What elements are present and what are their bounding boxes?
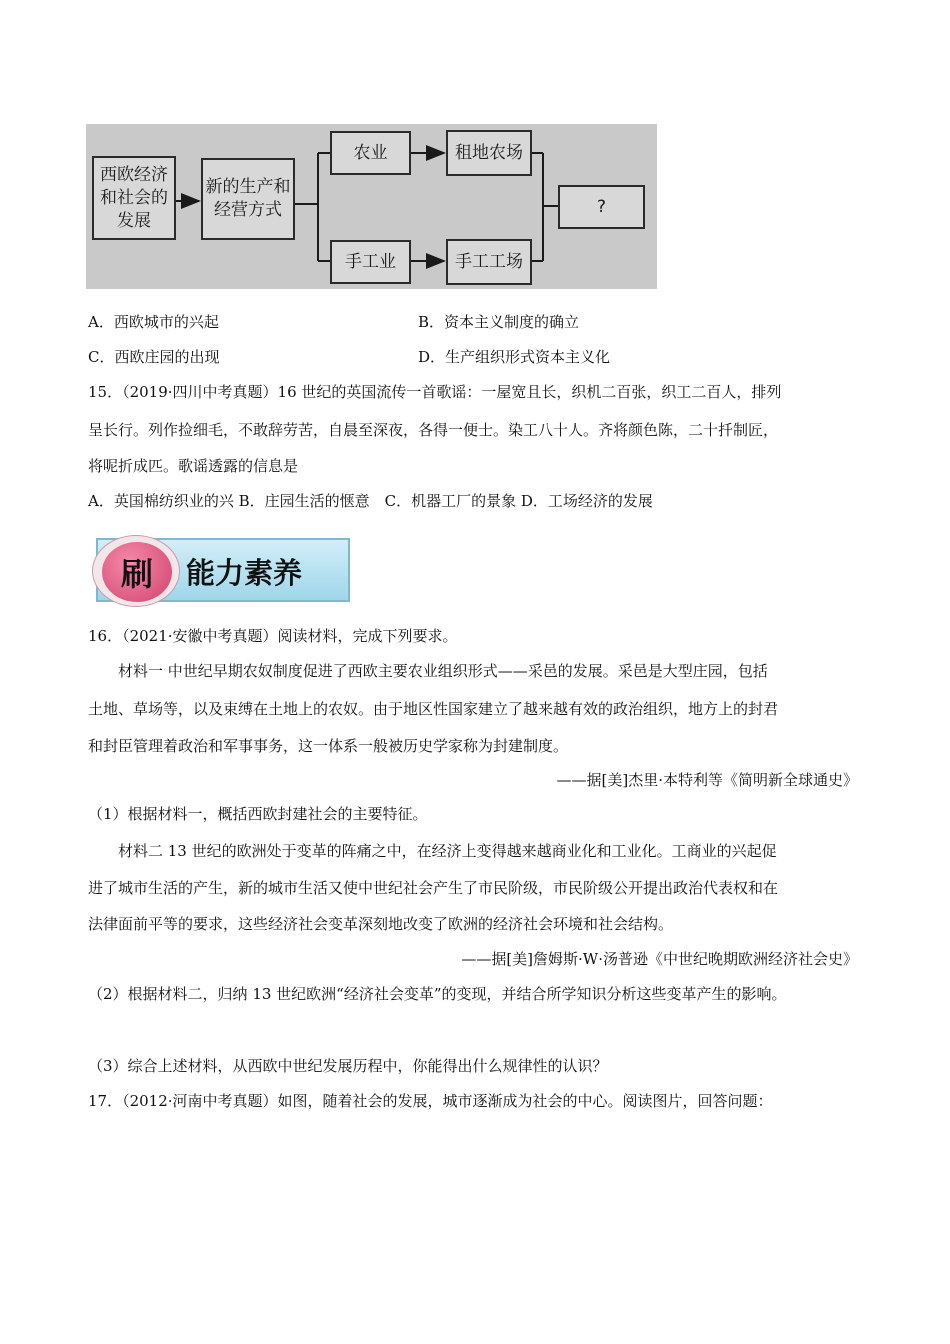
flowchart-diagram [86, 124, 657, 289]
q14-option-b: B．资本主义制度的确立 [418, 313, 580, 331]
q16-question-3: （3）综合上述材料，从西欧中世纪发展历程中，你能得出什么规律性的认识？ [88, 1057, 608, 1075]
banner-title: 能力素养 [186, 556, 303, 590]
flowchart-box-new-production: 新的生产和 经营方式 [201, 158, 295, 240]
flowchart-box-start: 西欧经济 和社会的 发展 [92, 156, 176, 240]
flowchart-box-question: ? [558, 185, 645, 229]
flowchart-box-rent-farm: 租地农场 [446, 130, 532, 176]
banner-badge-text: 刷 [102, 542, 172, 602]
q14-option-c: C．西欧庄园的出现 [88, 348, 220, 366]
q17-line-1: 17．（2012·河南中考真题）如图，随着社会的发展，城市逐渐成为社会的中心。阅读图片，回答问题： [88, 1092, 773, 1110]
q16-material-1-line-2: 土地、草场等，以及束缚在土地上的农奴。由于地区性国家建立了越来越有效的政治组织，地方上的封君 [88, 700, 779, 718]
q16-material-1-line-1: 材料一 中世纪早期农奴制度促进了西欧主要农业组织形式——采邑的发展。采邑是大型庄园，包括 [118, 662, 768, 680]
flowchart-box-workshop: 手工工场 [446, 239, 532, 285]
q16-intro: 16．（2021·安徽中考真题）阅读材料，完成下列要求。 [88, 627, 458, 645]
q16-material-2-line-2: 进了城市生活的产生，新的城市生活又使中世纪社会产生了市民阶级，市民阶级公开提出政治代表权和在 [88, 879, 779, 897]
flowchart-box-agriculture: 农业 [330, 131, 411, 175]
q16-material-2-line-1: 材料二 13 世纪的欧洲处于变革的阵痛之中，在经济上变得越来越商业化和工业化。工商业的兴起促 [118, 842, 777, 860]
section-banner [90, 535, 352, 607]
q16-material-2-source: ——据[美]詹姆斯·W·汤普逊《中世纪晚期欧洲经济社会史》 [461, 950, 858, 968]
q14-option-d: D．生产组织形式资本主义化 [418, 348, 611, 366]
q15-line-1: 15．（2019·四川中考真题）16 世纪的英国流传一首歌谣：一屋宽且长，织机二百张，织工二百人，排列 [88, 383, 782, 401]
banner-badge [92, 535, 180, 607]
q15-line-3: 将呢折成匹。歌谣透露的信息是 [88, 457, 299, 475]
q14-option-a: A．西欧城市的兴起 [88, 313, 219, 331]
q15-options: A．英国棉纺织业的兴 B．庄园生活的惬意 C．机器工厂的景象 D．工场经济的发展 [88, 492, 653, 510]
q16-question-1: （1）根据材料一，概括西欧封建社会的主要特征。 [88, 805, 428, 823]
q16-question-2: （2）根据材料二，归纳 13 世纪欧洲“经济社会变革”的变现，并结合所学知识分析这些变革产生的影响。 [88, 985, 787, 1003]
flowchart-box-handicraft: 手工业 [330, 240, 411, 284]
q16-material-1-source: ——据[美]杰里·本特利等《简明新全球通史》 [556, 771, 858, 789]
q16-material-2-line-3: 法律面前平等的要求，这些经济社会变革深刻地改变了欧洲的经济社会环境和社会结构。 [88, 915, 674, 933]
q16-material-1-line-3: 和封臣管理着政治和军事事务，这一体系一般被历史学家称为封建制度。 [88, 737, 569, 755]
q15-line-2: 呈长行。列作捡细毛，不敢辞劳苦，自晨至深夜，各得一便士。染工八十人。齐将颜色陈，二十扦制匠， [88, 421, 779, 439]
